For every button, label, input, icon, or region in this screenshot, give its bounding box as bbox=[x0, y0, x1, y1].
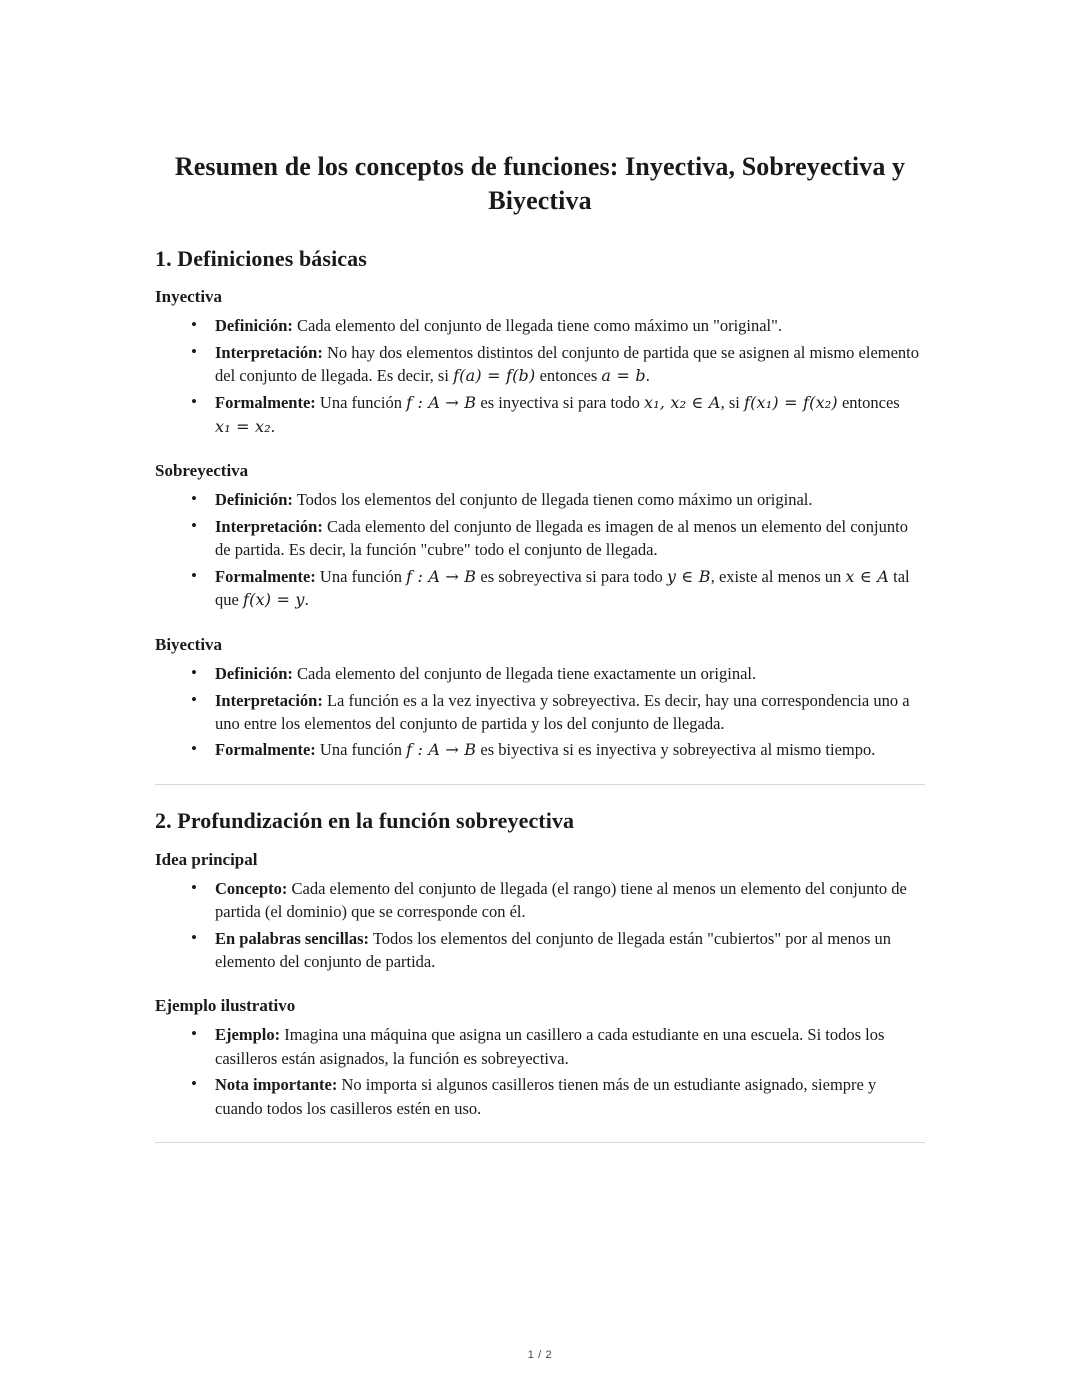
item-lead: Formalmente: bbox=[215, 740, 316, 760]
group-sobreyectiva bbox=[155, 460, 925, 612]
subsection-heading: Biyectiva bbox=[155, 635, 223, 655]
group-biyectiva bbox=[155, 634, 925, 762]
subsection-heading: Sobreyectiva bbox=[155, 461, 249, 481]
item-lead: Definición: bbox=[215, 664, 293, 684]
math-expression: f : A → B bbox=[406, 566, 477, 586]
math-expression: f(x) = y bbox=[242, 590, 305, 610]
item-text: Cada elemento del conjunto de llegada tiene como máximo un "original". bbox=[292, 316, 783, 336]
math-expression: y ∈ B bbox=[666, 566, 711, 586]
subsection-heading: Inyectiva bbox=[155, 287, 223, 307]
item-lead: Definición: bbox=[215, 316, 293, 336]
list-item bbox=[189, 314, 925, 337]
item-lead: Interpretación: bbox=[215, 690, 323, 710]
item-lead: Nota importante: bbox=[215, 1075, 338, 1095]
item-text: entonces bbox=[837, 392, 900, 412]
item-lead: Ejemplo: bbox=[215, 1025, 281, 1045]
item-lead: Interpretación: bbox=[215, 516, 323, 536]
item-text: es inyectiva si para todo bbox=[476, 392, 644, 412]
item-text: , existe al menos un bbox=[710, 566, 846, 586]
list-item bbox=[189, 738, 925, 762]
bullet-list bbox=[155, 314, 925, 438]
math-expression: x₁, x₂ ∈ A bbox=[643, 392, 721, 412]
page-title: Resumen de los conceptos de funciones: Inyectiva, Sobreyectiva y Biyectiva bbox=[174, 152, 906, 216]
list-item bbox=[189, 341, 925, 388]
item-text: Cada elemento del conjunto de llegada tiene exactamente un original. bbox=[292, 664, 757, 684]
bullet-list bbox=[155, 877, 925, 974]
group-ejemplo-ilustrativo bbox=[155, 995, 925, 1120]
item-text: Una función bbox=[315, 566, 407, 586]
section-heading: 1. Definiciones básicas bbox=[155, 245, 367, 271]
list-item bbox=[189, 1023, 925, 1070]
subsection-heading: Ejemplo ilustrativo bbox=[155, 996, 296, 1016]
item-text: La función es a la vez inyectiva y sobreyectiva. Es decir, hay una correspondencia uno a uno entre los elementos del conjunto de partida y los del conjunto de llegada. bbox=[215, 690, 910, 733]
item-text: tal que bbox=[215, 566, 910, 610]
item-text: Cada elemento del conjunto de llegada (el rango) tiene al menos un elemento del conjunto de partida (el dominio) que se corresponde con él. bbox=[215, 878, 907, 922]
section-heading: 2. Profundización en la función sobreyectiva bbox=[155, 808, 575, 834]
bullet-list bbox=[155, 1023, 925, 1120]
list-item bbox=[189, 488, 925, 511]
bullet-list bbox=[155, 662, 925, 762]
item-text: . bbox=[270, 416, 275, 436]
item-text: entonces bbox=[535, 366, 602, 386]
subsection-heading: Idea principal bbox=[155, 849, 258, 869]
page-footer: 1 / 2 bbox=[527, 1349, 553, 1361]
item-lead: Interpretación: bbox=[215, 342, 323, 362]
math-expression: x₁ = x₂ bbox=[215, 416, 271, 436]
item-text: es sobreyectiva si para todo bbox=[476, 566, 667, 586]
item-text: Una función bbox=[315, 392, 407, 412]
item-text: Cada elemento del conjunto de llegada es imagen de al menos un elemento del conjunto de partida. Es decir, la función "cubre" todo el conjunto de llegada. bbox=[215, 516, 908, 560]
math-expression: f(a) = f(b) bbox=[453, 366, 536, 386]
math-expression: f(x₁) = f(x₂) bbox=[743, 392, 838, 412]
list-item bbox=[189, 662, 925, 685]
math-expression: f : A → B bbox=[406, 392, 477, 412]
item-lead: En palabras sencillas: bbox=[215, 928, 370, 948]
list-item bbox=[189, 877, 925, 924]
item-text: es biyectiva si es inyectiva y sobreyectiva al mismo tiempo. bbox=[476, 740, 876, 760]
list-item bbox=[189, 1073, 925, 1120]
group-inyectiva bbox=[155, 286, 925, 438]
item-text: Todos los elementos del conjunto de llegada tienen como máximo un original. bbox=[292, 490, 813, 510]
item-text: Todos los elementos del conjunto de llegada están "cubiertos" por al menos un elemento del conjunto de partida. bbox=[215, 928, 892, 971]
item-lead: Formalmente: bbox=[215, 566, 316, 586]
list-item bbox=[189, 391, 925, 438]
item-text: No hay dos elementos distintos del conjunto de partida que se asignen al mismo elemento del conjunto de llegada. Es decir, si bbox=[215, 342, 920, 386]
math-expression: x ∈ A bbox=[845, 566, 890, 586]
list-item bbox=[189, 565, 925, 612]
list-item bbox=[189, 689, 925, 736]
item-text: No importa si algunos casilleros tienen más de un estudiante asignado, siempre y cuando todos los casilleros estén en uso. bbox=[215, 1075, 877, 1118]
list-item bbox=[189, 927, 925, 974]
section-definiciones-basicas bbox=[155, 245, 925, 762]
item-lead: Definición: bbox=[215, 490, 293, 510]
item-lead: Formalmente: bbox=[215, 392, 316, 412]
section-divider bbox=[155, 784, 925, 785]
item-text: . bbox=[304, 590, 309, 610]
item-lead: Concepto: bbox=[215, 878, 288, 898]
section-divider bbox=[155, 1142, 925, 1143]
group-idea-principal bbox=[155, 849, 925, 974]
item-text: Una función bbox=[315, 740, 407, 760]
bullet-list bbox=[155, 488, 925, 612]
section-profundizacion-sobreyectiva bbox=[155, 807, 925, 1120]
list-item bbox=[189, 515, 925, 562]
item-text: . bbox=[645, 366, 650, 386]
item-text: Imagina una máquina que asigna un casillero a cada estudiante en una escuela. Si todos los casilleros están asignados, la función es sobreyectiva. bbox=[215, 1025, 885, 1068]
item-text: , si bbox=[720, 392, 744, 412]
math-expression: f : A → B bbox=[406, 740, 477, 760]
math-expression: a = b bbox=[601, 366, 646, 386]
